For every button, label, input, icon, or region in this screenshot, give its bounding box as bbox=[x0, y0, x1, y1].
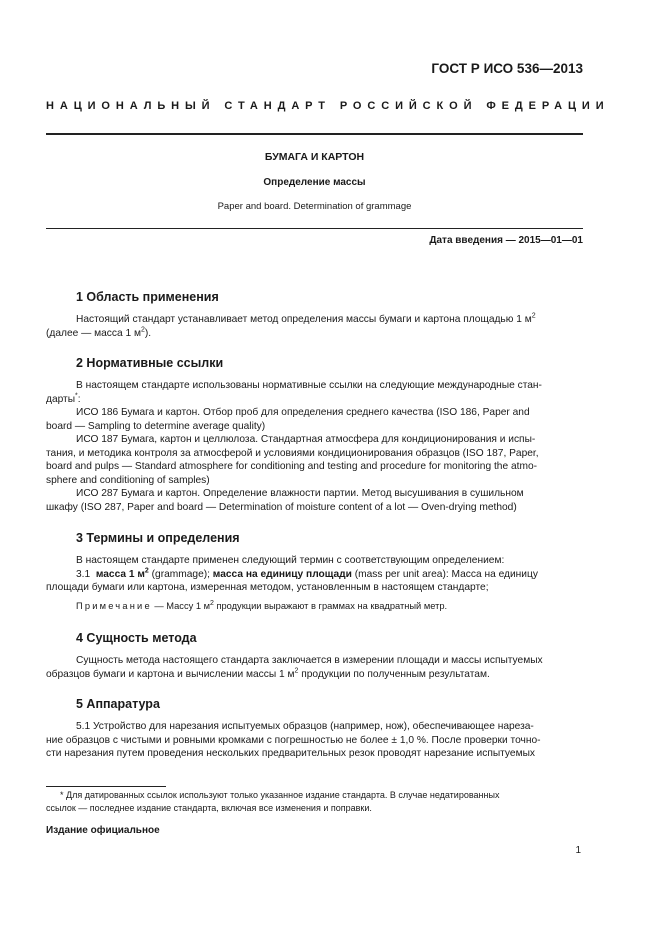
english-title: Paper and board. Determination of grammage bbox=[217, 201, 412, 212]
header-divider bbox=[46, 133, 583, 135]
page-number: 1 bbox=[575, 845, 581, 856]
section-4-text: Сущность метода настоящего стандарта заключается в измерении площади и массы испытуемых образцов бумаги и картона и вычислении массы 1 $м^2$ продукции по полученным результатам. bbox=[46, 655, 543, 680]
document-title: БУМАГА И КАРТОН bbox=[264, 151, 365, 163]
national-standard-title: НАЦИОНАЛЬНЫЙ СТАНДАРТ РОССИЙСКОЙ ФЕДЕРАЦИИ bbox=[46, 100, 610, 112]
section-3-heading: 3 Термины и определения bbox=[76, 531, 240, 545]
section-1-heading: 1 Область применения bbox=[76, 290, 219, 304]
standard-code: ГОСТ Р ИСО 536—2013 bbox=[431, 61, 583, 76]
ref-iso-287: ИСО 287 Бумага и картон. Определение влажности партии. Метод высушивания в сушильном bbox=[76, 488, 524, 499]
footnote: * Для датированных ссылок используют только указанное издание стандарта. В случае недатированных ссылок — последнее издание стандарта, включая все изменения и поправки. bbox=[46, 790, 500, 813]
section-5-heading: 5 Аппаратура bbox=[76, 697, 160, 711]
ref-iso-186: ИСО 186 Бумага и картон. Отбор проб для определения среднего качества (ISO 186, Paper and bbox=[76, 407, 530, 418]
document-subtitle: Определение массы bbox=[263, 177, 366, 188]
footnote-divider bbox=[46, 786, 166, 787]
term-definition: 3.1 масса 1 $м^2$ (grammage); масса на единицу площади (mass per unit area): Масса на единицу bbox=[76, 567, 538, 580]
note: Примечание — Массу 1 $м^2$ продукции выражают в граммах на квадратный метр. bbox=[76, 599, 448, 611]
title-divider bbox=[46, 228, 583, 229]
section-3-text: В настоящем стандарте применен следующий термин с соответствующим определением: 3.1 масса 1 $м^2$ (grammage); масса на единицу площади (mass per unit area): Масса на единицу площади бумаги или картона, измеренная методом, установленным в настоящем стандарте; Примечание — Массу 1 $м^2$ продукции выражают в граммах на квадратный метр. bbox=[46, 554, 583, 613]
official-edition-label: Издание официальное bbox=[46, 825, 160, 836]
section-2-heading: 2 Нормативные ссылки bbox=[76, 356, 224, 370]
section-1-text: Настоящий стандарт устанавливает метод определения массы бумаги и картона площадью 1 $м^2$ (далее — масса 1 $м^2$). bbox=[46, 312, 536, 339]
effective-date: Дата введения — 2015—01—01 bbox=[429, 235, 583, 246]
section-2-text: В настоящем стандарте использованы нормативные ссылки на следующие международные стан- дарты*: ИСО 186 Бумага и картон. Отбор проб для определения среднего качества (ISO 186, Paper and board — Sampling to determine average quality) ИСО 187 Бумага, картон и целлюлоза. Стандартная атмосфера для кондиционирования и испы- тания, и методика контроля за атмосферой и условиями кондиционирования образцов (ISO 187, Paper, board and pulps — Standard atmosphere for conditioning and testing and procedure for monitoring the atmo- sphere and conditioning of samples) ИСО 287 Бумага и картон. Определение влажности партии. Метод высушивания в сушильном шкафу (ISO 287, Paper and board — Determination of moisture content of a lot — Oven-drying method) bbox=[46, 379, 583, 514]
section-5-text: 5.1 Устройство для нарезания испытуемых образцов (например, нож), обеспечивающее нареза- ние образцов с чистыми и ровными кромками с погрешностью не более ± 1,0 %. После проверки точно- сти нарезания путем проведения нескольких предварительных резок проводят нарезание испытуемых bbox=[46, 721, 541, 759]
section-4-heading: 4 Сущность метода bbox=[76, 631, 197, 645]
ref-iso-187: ИСО 187 Бумага, картон и целлюлоза. Стандартная атмосфера для кондиционирования и испы- bbox=[76, 434, 536, 445]
